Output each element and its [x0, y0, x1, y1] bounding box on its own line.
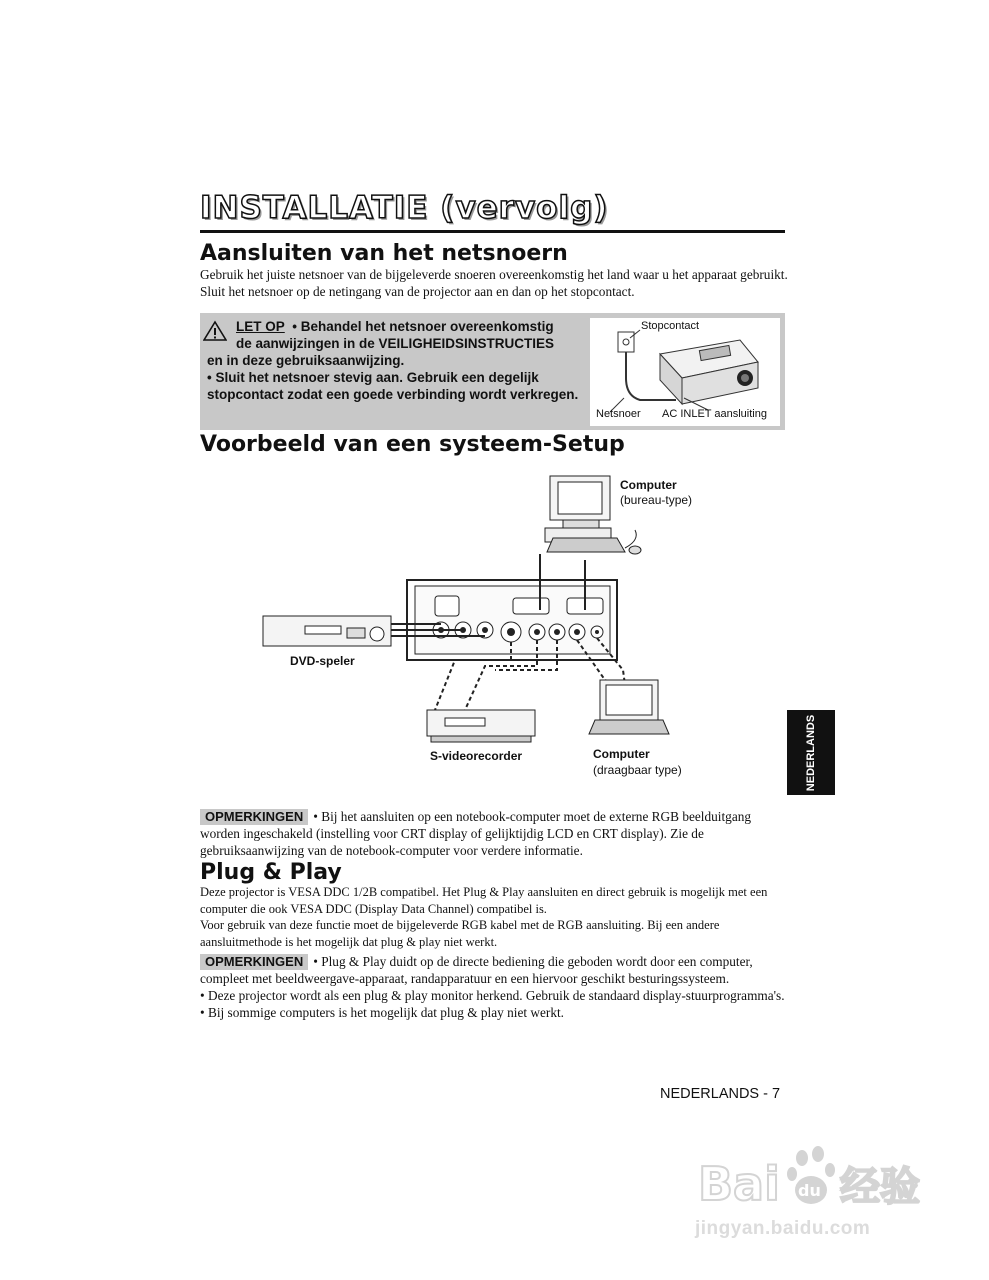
notes-block-2: [200, 953, 790, 1021]
svideo-recorder-label: S-videorecorder: [430, 749, 523, 763]
notes-line: • Deze projector wordt als een plug & play monitor herkend. Gebruik de standaard display-stuurprogramma's.: [200, 988, 785, 1003]
notes-block-1: [200, 808, 790, 859]
notes-line: • Plug & Play duidt op de directe bediening die geboden wordt door een computer, compleet met beeldweergave-apparaat, randapparatuur en een hiervoor geschikt besturingssysteem.: [200, 954, 753, 986]
dvd-player-label: DVD-speler: [290, 654, 355, 668]
laptop-computer-label: Computer: [593, 747, 650, 761]
svg-text:du: du: [798, 1181, 821, 1200]
plug-play-text: [200, 884, 790, 950]
watermark-site: jingyan.baidu.com: [695, 1218, 871, 1239]
laptop-drawing: [589, 680, 669, 734]
page-footer: NEDERLANDS - 7: [660, 1086, 781, 1102]
title-rule: [200, 230, 785, 233]
language-tab-label: NEDERLANDS: [805, 714, 817, 791]
section-heading-plug-play: Plug & Play: [200, 860, 342, 885]
cord-label: Netsnoer: [596, 408, 641, 420]
ac-inlet-label: AC INLET aansluiting: [662, 408, 767, 420]
svideo-recorder-drawing: [427, 710, 535, 742]
laptop-computer-sublabel: (draagbaar type): [593, 763, 682, 777]
svg-text:Bai: Bai: [698, 1157, 780, 1211]
caution-line: de aanwijzingen in de VEILIGHEIDSINSTRUCTIES: [236, 336, 555, 351]
notes-line: • Bij sommige computers is het mogelijk dat plug & play niet werkt.: [200, 1005, 564, 1020]
baidu-logo-icon: [690, 1130, 950, 1220]
desktop-computer-sublabel: (bureau-type): [620, 493, 693, 507]
power-cord-paragraph: Gebruik het juiste netsnoer van de bijgeleverde snoeren overeenkomstig het land waar u het apparaat gebruikt. Sluit het netsnoer op de netingang van de projector aan en dan op het stopcontact.: [200, 267, 788, 299]
notes-badge: OPMERKINGEN: [200, 954, 308, 970]
plug-play-paragraph: Deze projector is VESA DDC 1/2B compatibel. Het Plug & Play aansluiten en direct gebruik is mogelijk met een computer die ook VESA DDC (Display Data Channel) compatibel is.: [200, 885, 768, 916]
dvd-player-drawing: [263, 616, 391, 646]
notes-badge: OPMERKINGEN: [200, 809, 308, 825]
caution-text: [207, 318, 587, 403]
language-tab: [787, 710, 835, 795]
plug-play-paragraph: Voor gebruik van deze functie moet de bijgeleverde RGB kabel met de RGB aansluiting. Bij een andere aansluitmethode is het mogelijk dat plug & play niet werkt.: [200, 918, 720, 949]
notes-text: • Bij het aansluiten op een notebook-computer moet de externe RGB beelduitgang worden ingeschakeld (instelling voor CRT display of gelijktijdig LCD en CRT display). Zie de gebruiksaanwijzing van de notebook-computer voor verdere informatie.: [200, 809, 752, 858]
setup-drawing: [255, 470, 715, 790]
outlet-label: Stopcontact: [641, 320, 700, 332]
caution-line: • Sluit het netsnoer stevig aan. Gebruik een degelijk stopcontact zodat een goede verbinding wordt verkregen.: [207, 370, 579, 402]
watermark: [690, 1130, 950, 1250]
desktop-computer-label: Computer: [620, 478, 677, 492]
caution-line: en in deze gebruiksaanwijzing.: [207, 353, 405, 368]
section-heading-power-cord: Aansluiten van het netsnoern: [200, 241, 568, 266]
page-title: INSTALLATIE (vervolg): [200, 190, 609, 226]
caution-line: • Behandel het netsnoer overeenkomstig: [292, 319, 554, 334]
system-setup-diagram: [255, 470, 715, 790]
svg-text:经验: 经验: [840, 1164, 920, 1210]
section-heading-setup: Voorbeeld van een systeem-Setup: [200, 432, 625, 457]
caution-label: LET OP: [236, 319, 285, 334]
power-cord-illustration: [590, 318, 780, 426]
